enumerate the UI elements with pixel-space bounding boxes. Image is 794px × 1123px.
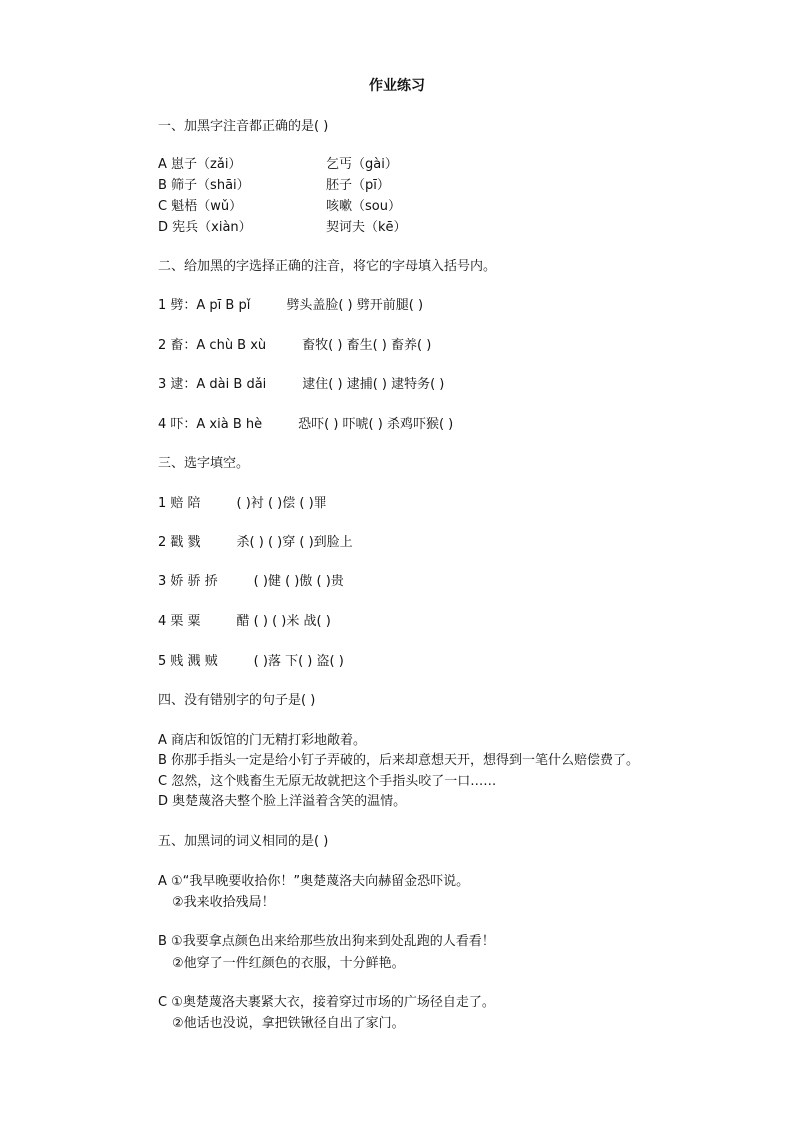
q3-item-blanks: 杀( ) ( )穿 ( )到脸上	[236, 535, 353, 550]
q5-option-b-line2: ②他穿了一件红颜色的衣服，十分鲜艳。	[172, 956, 405, 971]
q3-item-blanks: ( )健 ( )傲 ( )贵	[253, 574, 344, 589]
q2-heading: 二、给加黑的字选择正确的注音，将它的字母填入括号内。	[158, 259, 497, 274]
q4-option-b: B 你那手指头一定是给小钉子弄破的，后来却意想天开，想得到一笔什么赔偿费了。	[158, 753, 640, 768]
q5-option-a-line1: A ①“我早晚要收拾你！”奥楚蔑洛夫向赫留金恐吓说。	[158, 874, 470, 889]
q1-heading: 一、加黑字注音都正确的是( )	[158, 119, 329, 134]
q3-item-chars: 3 娇 骄 挢	[158, 574, 218, 589]
q2-item	[158, 416, 453, 434]
q2-item-words: 劈头盖脸( ) 劈开前腿( )	[286, 298, 424, 313]
q1-option-b1: B 筛子（shāi）	[158, 178, 250, 193]
q1-option-d1: D 宪兵（xiàn）	[158, 220, 252, 235]
q5-option-c-line1: C ①奥楚蔑洛夫裹紧大衣，接着穿过市场的广场径自走了。	[158, 995, 495, 1010]
q2-item	[158, 376, 444, 394]
q3-item-chars: 2 戳 戮	[158, 535, 201, 550]
q4-option-a: A 商店和饭馆的门无精打彩地敞着。	[158, 733, 367, 748]
q2-item-options: 1 劈：A pī B pǐ	[158, 298, 251, 313]
q3-item-chars: 1 赔 陪	[158, 496, 201, 511]
q3-item-blanks: ( )落 下( ) 盗( )	[253, 654, 344, 669]
q4-heading: 四、没有错别字的句子是( )	[158, 693, 316, 708]
q1-option-b2: 胚子（pī）	[326, 178, 390, 193]
q1-option-c1: C 魁梧（wǔ）	[158, 199, 243, 214]
q3-item-blanks: ( )衬 ( )偿 ( )罪	[236, 496, 327, 511]
q3-item	[158, 534, 353, 552]
q2-item-options: 3 逮：A dài B dǎi	[158, 377, 267, 392]
q3-item-chars: 5 贱 溅 贼	[158, 654, 218, 669]
q2-item-words: 逮住( ) 逮捕( ) 逮特务( )	[302, 377, 445, 392]
q2-item	[158, 337, 431, 355]
q3-item-blanks: 醋 ( ) ( )米 战( )	[236, 614, 331, 629]
q2-item-words: 恐吓( ) 吓唬( ) 杀鸡吓猴( )	[298, 417, 454, 432]
q5-option-c-line2: ②他话也没说，拿把铁锹径自出了家门。	[172, 1016, 405, 1031]
q3-item	[158, 573, 344, 591]
q3-item-chars: 4 栗 粟	[158, 614, 201, 629]
q2-item-words: 畜牧( ) 畜生( ) 畜养( )	[302, 338, 432, 353]
q5-heading: 五、加黑词的词义相同的是( )	[158, 834, 329, 849]
q2-item	[158, 297, 423, 315]
q1-option-d2: 契诃夫（kē）	[326, 220, 407, 235]
q3-item	[158, 495, 327, 513]
q2-item-options: 4 吓：A xià B hè	[158, 417, 263, 432]
q4-option-c: C 忽然，这个贱畜生无原无故就把这个手指头咬了一口……	[158, 774, 497, 789]
q2-item-options: 2 畜：A chù B xù	[158, 338, 267, 353]
q3-item	[158, 653, 344, 671]
q3-heading: 三、选字填空。	[158, 456, 250, 471]
q5-option-a-line2: ②我来收拾残局！	[172, 895, 275, 910]
q1-option-c2: 咳嗽（sou）	[326, 199, 401, 214]
q1-option-a1: A 崽子（zǎi）	[158, 157, 242, 172]
q1-option-a2: 乞丐（gài）	[326, 157, 398, 172]
q4-option-d: D 奥楚蔑洛夫整个脸上洋溢着含笑的温情。	[158, 794, 407, 809]
q5-option-b-line1: B ①我要拿点颜色出来给那些放出狗来到处乱跑的人看看！	[158, 934, 495, 949]
page-title: 作业练习	[369, 78, 425, 94]
q3-item	[158, 613, 331, 631]
